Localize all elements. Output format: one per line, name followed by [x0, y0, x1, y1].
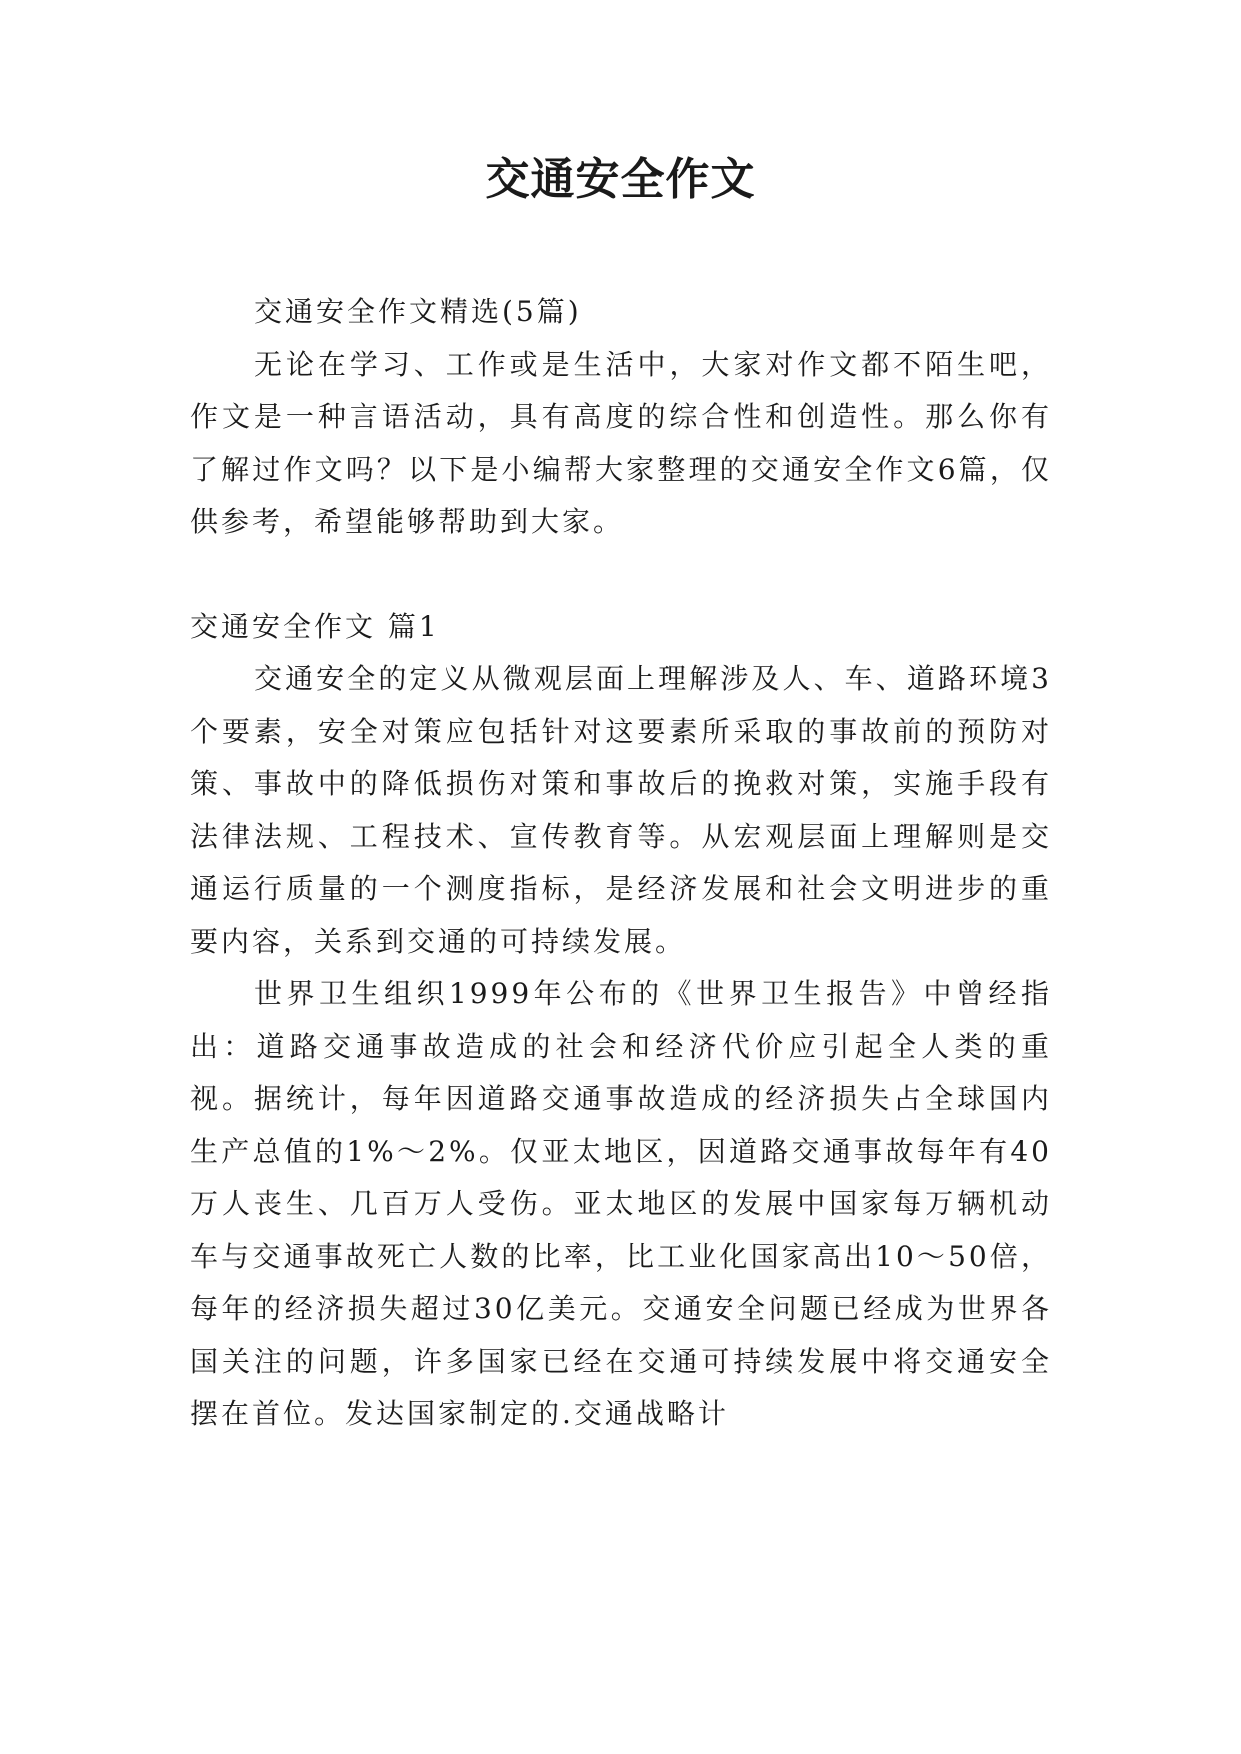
subtitle-paragraph: 交通安全作文精选(5篇): [254, 295, 582, 328]
body-paragraph: 世界卫生组织1999年公布的《世界卫生报告》中曾经指出：道路交通事故造成的社会和经济代价应引起全人类的重视。据统计，每年因道路交通事故造成的经济损失占全球国内生产总值的1%～2%。仅亚太地区，因道路交通事故每年有40万人丧生、几百万人受伤。亚太地区的发展中国家每万辆机动车与交通事故死亡人数的比率，比工业化国家高出10～50倍，每年的经济损失超过30亿美元。交通安全问题已经成为世界各国关注的问题，许多国家已经在交通可持续发展中将交通安全摆在首位。发达国家制定的.交通战略计: [190, 977, 1052, 1430]
section-heading: 交通安全作文 篇1: [190, 609, 440, 643]
document-body: [190, 286, 1052, 1441]
intro-paragraph: 无论在学习、工作或是生活中，大家对作文都不陌生吧，作文是一种言语活动，具有高度的综合性和创造性。那么你有了解过作文吗？以下是小编帮大家整理的交通安全作文6篇，仅供参考，希望能够帮助到大家。: [190, 347, 1052, 538]
section-spacer: [190, 549, 1052, 601]
body-paragraph: 交通安全的定义从微观层面上理解涉及人、车、道路环境3个要素，安全对策应包括针对这要素所采取的事故前的预防对策、事故中的降低损伤对策和事故后的挽救对策，实施手段有法律法规、工程技术、宣传教育等。从宏观层面上理解则是交通运行质量的一个测度指标，是经济发展和社会文明进步的重要内容，关系到交通的可持续发展。: [190, 662, 1052, 958]
document-title: 交通安全作文: [485, 154, 756, 205]
